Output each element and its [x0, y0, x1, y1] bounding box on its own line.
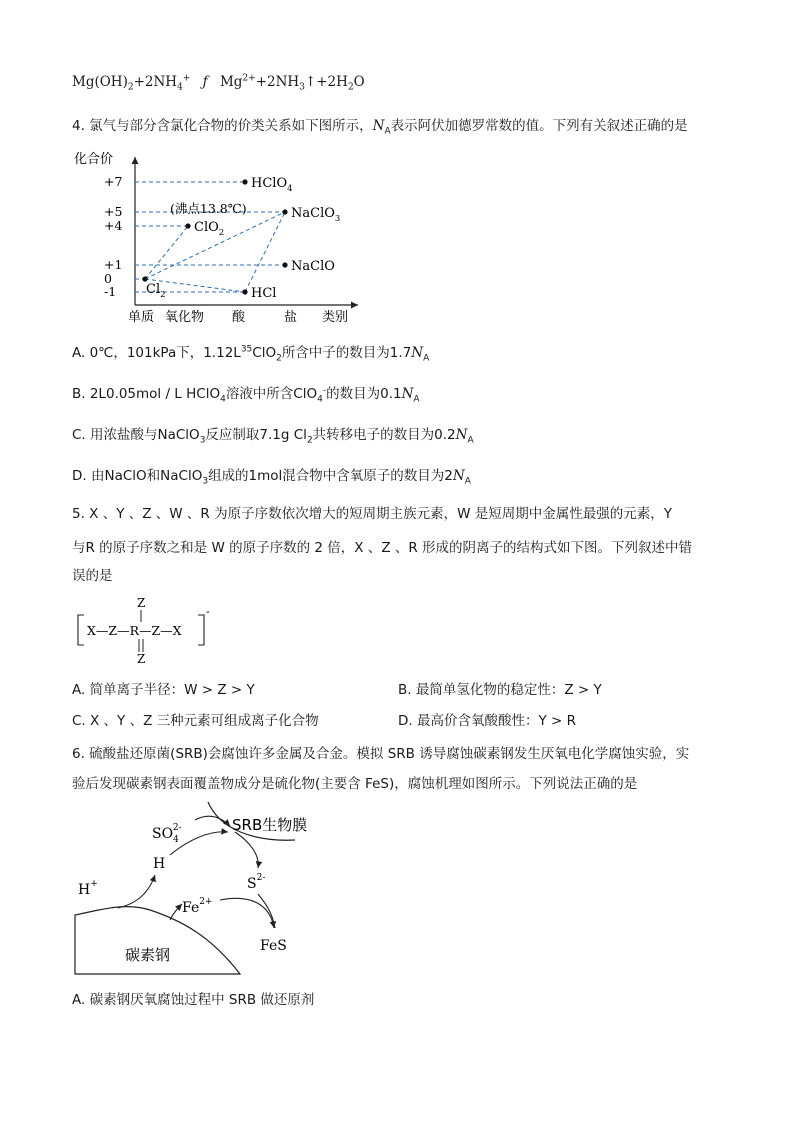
charge-sign: - — [206, 605, 210, 618]
right-bracket — [198, 615, 204, 645]
valence-chart — [60, 145, 380, 330]
q4-option-b: B. 2L0.05mol / L HClO$_4$溶液中所含ClO$_4$-的数目为$0.1N_A$ — [72, 385, 420, 405]
chain: X—Z—R—Z—X — [87, 623, 182, 638]
q5-option-c: C. X 、Y 、Z 三种元素可组成离子化合物 — [72, 713, 319, 729]
point-label: NaClO$_3$ — [291, 206, 341, 224]
fe-ion-label: $Fe^{2+}$ — [182, 897, 213, 916]
x-category-label: 盐 — [284, 310, 298, 325]
bottom-z: Z — [137, 652, 146, 666]
q5-option-d: D. 最高价含氧酸酸性：Y > R — [398, 713, 576, 729]
fe-to-fes-arrow — [220, 898, 274, 928]
y-tick-label: +1 — [104, 257, 123, 272]
corrosion-diagram — [70, 800, 360, 980]
y-axis-label: 化合价 — [74, 152, 114, 167]
chart-point — [282, 209, 287, 214]
clo2-note: (沸点13.8℃) — [170, 201, 247, 216]
q4-stem: 4. 氯气与部分含氯化合物的价类关系如下图所示，$N_A$表示阿伏加德罗常数的值。下列有关叙述正确的是 — [72, 118, 688, 137]
q5-line-3: 误的是 — [72, 568, 113, 584]
carbon-steel-label: 碳素钢 — [125, 946, 171, 964]
reaction-link-line — [245, 212, 285, 292]
chart-point — [242, 179, 247, 184]
x-category-label: 单质 — [128, 310, 155, 325]
q6-line-2: 验后发现碳素钢表面覆盖物成分是硫化物(主要含 FeS)，腐蚀机理如图所示。下列说法正确的是 — [72, 776, 638, 792]
membrane-to-s2-arrow — [235, 832, 258, 868]
chart-point — [185, 223, 190, 228]
y-tick-label: +7 — [104, 174, 123, 189]
so4-label: $SO_42-$ — [152, 823, 182, 845]
reaction-link-line — [145, 226, 188, 279]
q5-option-a: A. 简单离子半径：W > Z > Y — [72, 682, 255, 698]
q5-line-1: 5. X 、Y 、Z 、W 、R 为原子序数依次增大的短周期主族元素，W 是短周期中金属性最强的元素，Y — [72, 506, 672, 522]
y-tick-label: -1 — [104, 284, 117, 299]
x-category-label: 氧化物 — [165, 310, 205, 325]
h-ion-label: H+ — [78, 879, 98, 898]
q6-option-a: A. 碳素钢厌氧腐蚀过程中 SRB 做还原剂 — [72, 992, 315, 1008]
top-z: Z — [137, 596, 146, 610]
y-tick-label: +4 — [104, 218, 123, 233]
x-axis-label: 类别 — [322, 310, 349, 325]
s2-label: $S^{2-}$ — [247, 873, 266, 892]
biofilm-label: SRB生物膜 — [232, 816, 308, 834]
q5-option-b: B. 最简单氢化物的稳定性：Z > Y — [398, 682, 602, 698]
q6-line-1: 6. 硫酸盐还原菌(SRB)会腐蚀许多金属及合金。模拟 SRB 诱导腐蚀碳素钢发生厌氧电化学腐蚀实验，实 — [72, 746, 690, 762]
q4-option-a: A. 0℃，101kPa下，$1.12L^{35}ClO_2$所含中子的数目为$1.7N_A$ — [72, 344, 430, 364]
h-ion-to-h-arrow — [118, 875, 155, 908]
point-label: HCl — [251, 286, 277, 301]
x-category-label: 酸 — [232, 310, 246, 325]
so4-to-membrane-arrow — [195, 816, 230, 826]
chart-point — [142, 276, 147, 281]
q4-option-c: C. 用浓盐酸与NaClO$_3$反应制取7.1g $Cl_2$共转移电子的数目为$0.2N_A$ — [72, 427, 474, 446]
y-tick-label: +5 — [104, 204, 123, 219]
q5-line-2: 与R 的原子序数之和是 W 的原子序数的 2 倍，X 、Z 、R 形成的阴离子的结构式如下图。下列叙述中错 — [72, 540, 693, 556]
point-label: HClO$_4$ — [251, 176, 293, 194]
point-label: $Cl_2$ — [146, 282, 166, 300]
left-bracket — [78, 615, 84, 645]
point-label: ClO$_2$ — [194, 220, 225, 238]
steel-to-fe-arrow — [170, 904, 182, 920]
chart-point — [282, 262, 287, 267]
point-label: NaClO — [291, 259, 335, 274]
y-tick-label: 0 — [104, 271, 112, 286]
fes-label: FeS — [260, 938, 287, 954]
h-atom-label: H — [153, 856, 166, 872]
q4-option-d: D. 由NaClO和NaClO$_3$组成的1mol混合物中含氧原子的数目为$2N_A$ — [72, 468, 471, 487]
anion-structure — [72, 593, 232, 668]
chart-point — [242, 289, 247, 294]
top-equation: $Mg(OH)_2+2NH_4^+$ ƒ $Mg^{2+}+2NH_3↑+2H_2O$ — [72, 73, 365, 93]
